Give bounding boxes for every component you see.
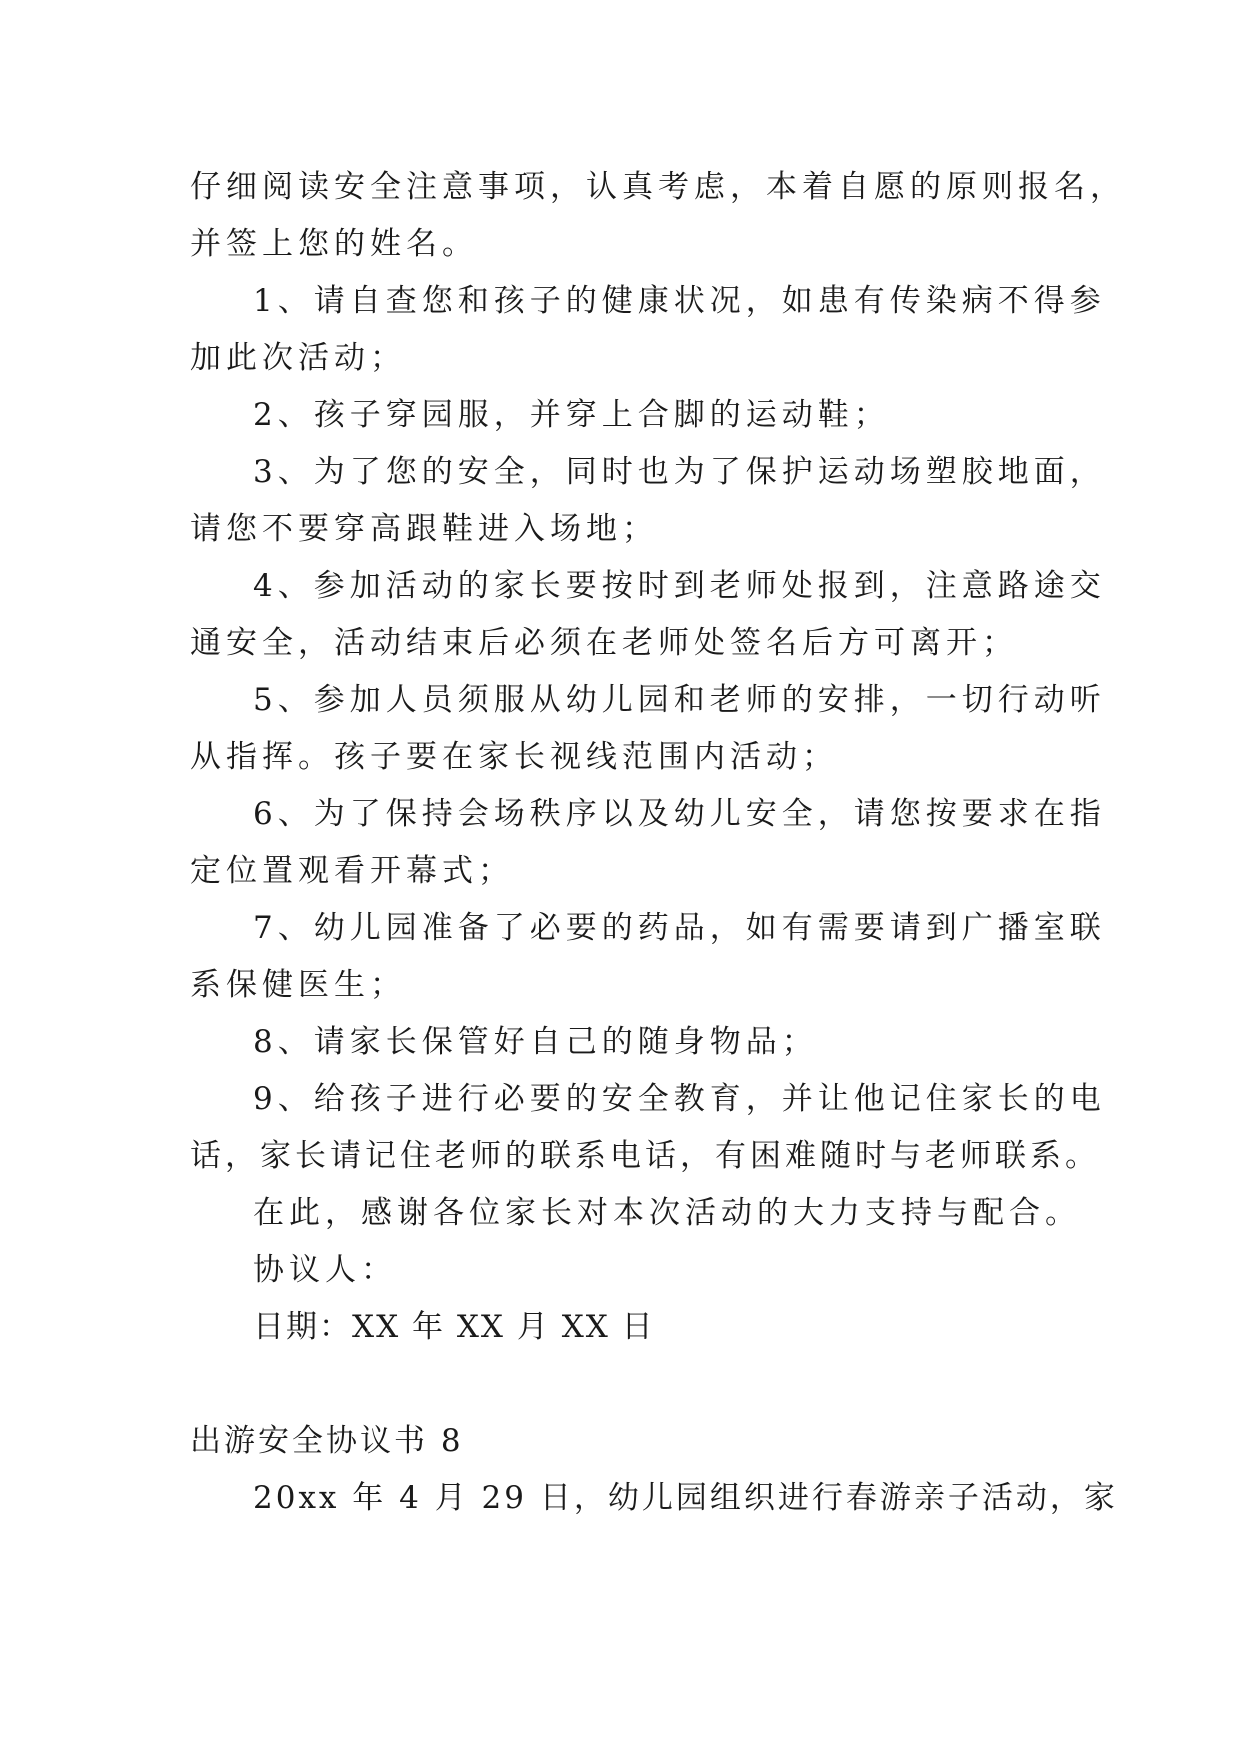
paragraph-line: 系保健医生； — [190, 967, 406, 1003]
paragraph-line: 请您不要穿高跟鞋进入场地； — [190, 511, 658, 547]
rule-item-4: 4、参加活动的家长要按时到老师处报到，注意路途交 — [253, 568, 1106, 604]
rule-item-6: 6、为了保持会场秩序以及幼儿安全，请您按要求在指 — [253, 796, 1106, 832]
paragraph-line: 从指挥。孩子要在家长视线范围内活动； — [190, 739, 838, 775]
rule-item-5: 5、参加人员须服从幼儿园和老师的安排，一切行动听 — [253, 682, 1106, 718]
section-title: 出游安全协议书 8 — [190, 1423, 464, 1459]
rule-item-2: 2、孩子穿园服，并穿上合脚的运动鞋； — [253, 397, 890, 433]
paragraph-line: 并签上您的姓名。 — [190, 226, 478, 262]
paragraph-line: 20xx 年 4 月 29 日，幼儿园组织进行春游亲子活动，家 — [253, 1480, 1118, 1516]
thanks-line: 在此，感谢各位家长对本次活动的大力支持与配合。 — [253, 1195, 1081, 1231]
paragraph-line: 加此次活动； — [190, 340, 406, 376]
paragraph-line: 话，家长请记住老师的联系电话，有困难随时与老师联系。 — [190, 1138, 1100, 1174]
rule-item-9: 9、给孩子进行必要的安全教育，并让他记住家长的电 — [253, 1081, 1106, 1117]
signatory-label: 协议人： — [253, 1252, 397, 1288]
date-line: 日期：XX 年 XX 月 XX 日 — [253, 1309, 655, 1345]
rule-item-1: 1、请自查您和孩子的健康状况，如患有传染病不得参 — [253, 283, 1106, 319]
paragraph-line: 定位置观看开幕式； — [190, 853, 514, 889]
rule-item-3: 3、为了您的安全，同时也为了保护运动场塑胶地面， — [253, 454, 1106, 490]
paragraph-line: 仔细阅读安全注意事项，认真考虑，本着自愿的原则报名， — [190, 169, 1126, 205]
paragraph-line: 通安全，活动结束后必须在老师处签名后方可离开； — [190, 625, 1018, 661]
rule-item-8: 8、请家长保管好自己的随身物品； — [253, 1024, 818, 1060]
rule-item-7: 7、幼儿园准备了必要的药品，如有需要请到广播室联 — [253, 910, 1106, 946]
